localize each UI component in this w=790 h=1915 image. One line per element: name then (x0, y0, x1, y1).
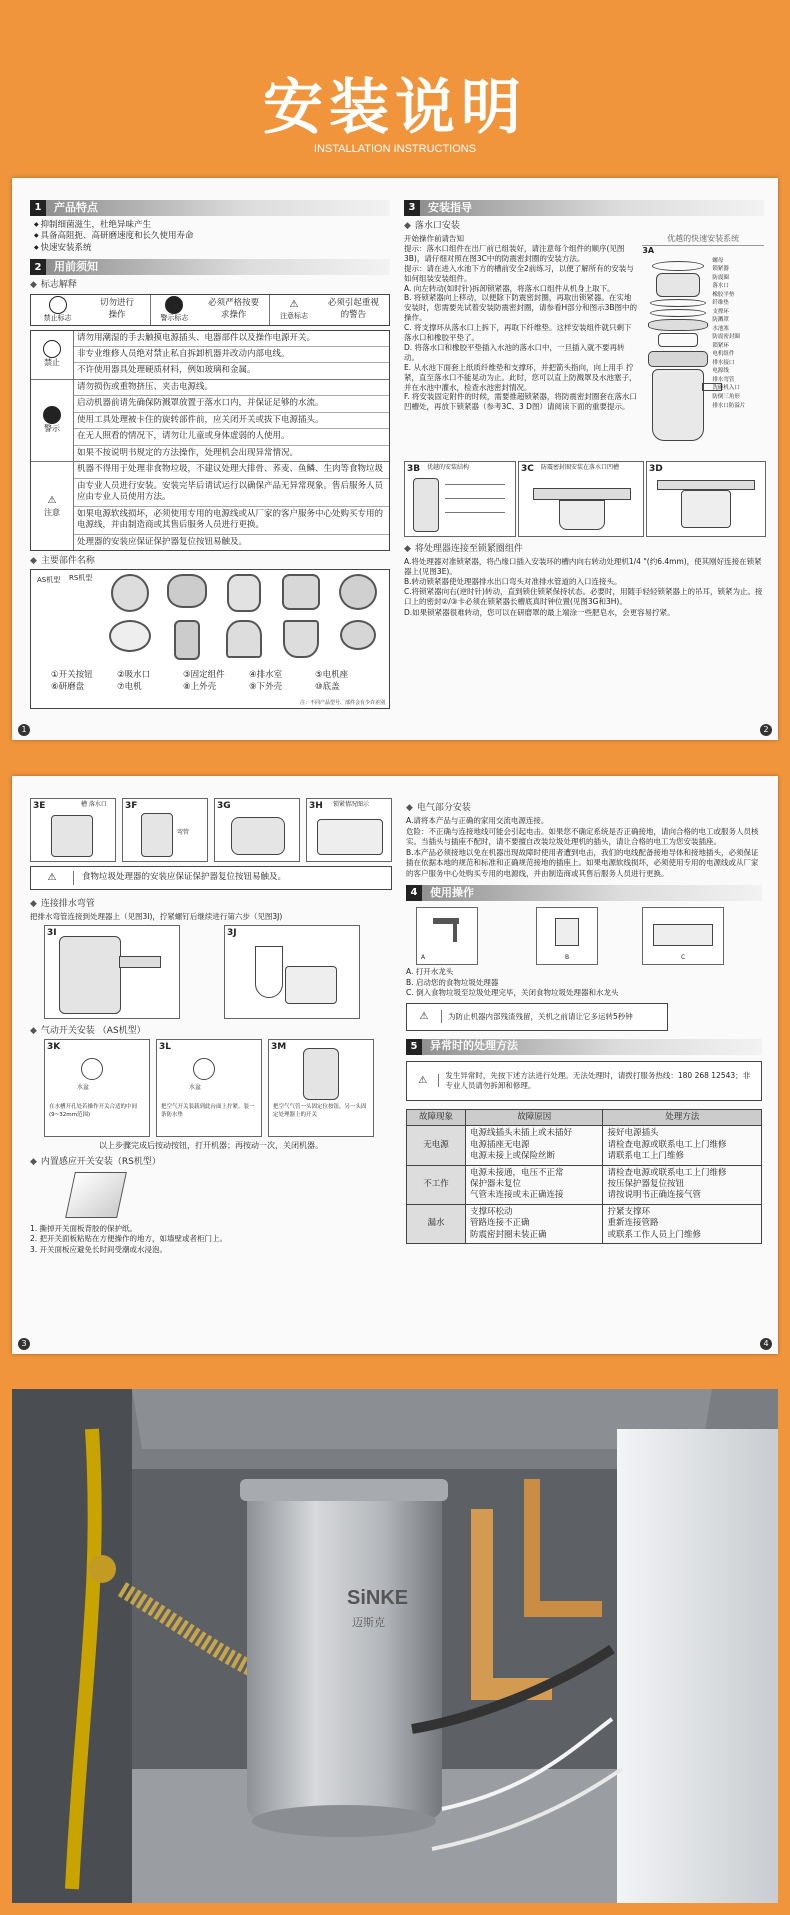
caution-icon: ⚠ (419, 1010, 429, 1022)
figure-3f: 3F 弯管 (122, 798, 208, 862)
parts-grid (101, 574, 386, 664)
installation-photo (12, 1389, 778, 1903)
exploded-view: 螺母 锁紧器 防震圈 落水口 橡胶平垫 纤维垫 支撑环 防溅罩 水池塞 防震密封圈 锁紧环 电机组件 排水接口 电源线 排水弯管 洗碗机入口 防倒三角形 排水口防溢片 (642, 257, 764, 457)
drain-figures (30, 925, 392, 1021)
figure-3m: 3M 把空气气管一头固定位按钮，另一头固定处理器上的开关 (268, 1039, 374, 1137)
symbol-legend (30, 294, 390, 326)
list-item: ◆ 快速安装系统 (34, 243, 390, 254)
disposer-body (247, 1489, 442, 1819)
operation-figures (406, 905, 762, 967)
feature-list (30, 220, 390, 254)
symbol-warning: 警示标志 必须严格按要求操作 (151, 295, 271, 325)
warning-icon (43, 406, 61, 424)
part-drawing (111, 574, 149, 612)
brand-logo: SiNKE (347, 1587, 409, 1609)
section-precautions-header: 2 用前须知 (30, 259, 390, 275)
electrical-text: A.请将本产品与正确的家用交流电源连接。 危险：不正确与连接地线可能会引起电击。如果您不确定系统是否正确接地，请向合格的电工或服务人员核实。当插头与插座不配时，请不要擅自改装垃圾处理机的插头，请让合格的电工为您安装插座。 B.本产品必须接地以免在机器出现故障时使用者遭到电击，我们的电线配备接地导体和接地插头，必须保证插在依据本地的规范和标准和正确规范接地的插座上。如果电源软线损坏，必须使用专用的电源线或从厂家的客户服务中心处购买专用的电源线，并由制造商或其售后服务人员进行更换。 (406, 816, 759, 878)
drain-install-title: ◆ 落水口安装 (404, 221, 460, 231)
table-header-row: 故障现象 故障原因 处理方法 (407, 1109, 762, 1125)
manual-spread-2 (12, 776, 778, 1354)
table-row: 漏水 支撑环松动 管路连接不正确 防震密封圈未装正确 拧紧支撑环 重新连接管路 或联系工作人员上门维修 (407, 1204, 762, 1243)
caution-icon: ⚠ (289, 299, 299, 311)
figure-3h: 3H 锁紧情况图示 (306, 798, 392, 862)
figure-3c: 3C 防震密封圈安装在落水口凹槽 (518, 461, 644, 537)
operation-steps: A. 打开水龙头 B. 启动您的食物垃圾处理器 C. 倒入食物垃圾至垃圾处理完毕，关闭食物垃圾处理器和水龙头 (406, 967, 619, 998)
connect-steps: A.将处理器对准锁紧器，将凸缘口插入安装环的槽内向右转动处理机1/4 "(约6.4mm)，使其刚好连接在锁紧器上(见图3E)。 B.转动锁紧器使处理器排水出口弯头对准排水管道的入口连接头。 C.将锁紧器向右(逆时针)转动，直到锁住锁紧保持状态。必要时，用随手轻轻锁紧器上的吊耳，锁紧为止。接口上的密封②/③卡必须在锁紧器长槽底真时钟位置(见图3G和3H)。 D.如果锁紧器很难转动，您可以在研磨罩的最上端涂一些肥皂水，会更容易拧紧。 (404, 556, 763, 617)
figure-3d: 3D (646, 461, 766, 537)
notice-protector: ⚠ 食物垃圾处理器的安装应保证保护器复位按钮易触及。 (30, 866, 392, 890)
list-item: ◆ 具备高阻扼、高研磨速度和长久使用寿命 (34, 231, 390, 242)
part-drawing (283, 620, 319, 658)
figure-3i: 3I (44, 925, 180, 1019)
part-drawing (282, 574, 320, 610)
part-drawing (109, 620, 151, 652)
air-switch-title: ◆ 气动开关安装 （AS机型） (30, 1026, 146, 1037)
left-column-1 (30, 200, 390, 709)
section-install-header: 3 安装指导 (404, 200, 764, 216)
caution-icon: ⚠ (47, 872, 57, 884)
parts-labels: ①开关按钮 ②吸水口 ③固定组件 ④排水室 ⑤电机座 ⑥研磨盘 ⑦电机 ⑧上外壳 ⑨下外壳 ⑩底盖 (51, 670, 349, 692)
water-purifier (617, 1429, 778, 1903)
install-text: 开始操作前请告知 提示：落水口组件在出厂前已组装好，请注意每个组件的顺序(见图3B)，请仔细对照在图3C中的防震密封圈的安装方法。 提示：请在进入水池下方的槽前安全2前练习，以便了解所有的安装与如何组装安装组件。 A. 向左转动(如时针)拆卸锁紧器，将落水口组件从机身上取下。 B. 将锁紧器向上移动，以便除下防震密封圈，再取出锁紧器。在实地安装时，您需要先试着安装防震密封圈，请参看H部分和图示3B图中的操作。 C. 将支撑环从落水口上拆下，再取下纤维垫。这样安装组件就只剩下落水口和橡胶平垫了。 D. 将落水口和橡胶平垫插入水池的落水口中，一旦插入就不要再转动。 E. 从水池下面套上纸质纤维垫和支撑环，并把箭头指向，向上用手 拧紧，直至落水口不能晃动为止。此时，您可以直上防溅罩及水池塞子，并在水池中灌水，检查水池密封情况。 F. 将安装固定附件的时候，需要推超锁紧器，将防震密封圈套在落水口凹槽处，再放下锁紧器（参考3C、3 D图）请阅读下面的重要提示。 (404, 234, 638, 412)
right-column-1 (404, 200, 764, 618)
notice-run: ⚠ 为防止机器内部残渣残留，关机之前请让它多运转5秒钟 (406, 1003, 668, 1031)
brand-logo-cn: 迈斯克 (352, 1616, 385, 1629)
figure-3e: 3E 槽 落水口 (30, 798, 116, 862)
prohibit-icon (49, 296, 67, 314)
figure-3l: 3L 水盆 把空气开关装载到此台面上拧紧。装一条防水垫 (156, 1039, 262, 1137)
symbols-title: ◆ 标志解释 (30, 280, 77, 291)
page-subtitle: INSTALLATION INSTRUCTIONS (313, 143, 477, 155)
caution-icon: ⚠ (47, 495, 57, 507)
part-drawing (226, 620, 262, 658)
quick-install-figure: 优越的快速安装系统 3A 螺母 锁紧器 防震圈 落水口 橡胶平垫 纤维垫 支撑环 防溅罩 水池塞 防震密封圈 锁紧环 电机组件 排水接口 电源线 排水弯管 洗碗机入口 防倒三角形 排水口防溢片 (642, 234, 764, 457)
figure-3k: 3K 水盆 在水槽开孔处若操作开关合适的中间(9~32mm范围) (44, 1039, 150, 1137)
section-operation-header: 4 使用操作 (406, 885, 762, 901)
rs-switch-figure (30, 1170, 392, 1224)
parts-title: ◆ 主要部件名称 (30, 556, 95, 567)
warning-icon (165, 296, 183, 314)
manual-spread-1 (12, 178, 778, 740)
prohibit-icon (43, 340, 61, 358)
page-title: 安装说明 (263, 73, 527, 143)
figure-3g: 3G (214, 798, 300, 862)
drain-title: ◆ 连接排水弯管 (30, 899, 95, 909)
electrical-title: ◆ 电气部分安装 (406, 803, 471, 813)
symbol-prohibit: 禁止标志 切勿进行操作 (31, 295, 151, 325)
page-number: 2 (760, 724, 772, 736)
banner-header (0, 0, 790, 170)
left-column-2: 3E 槽 落水口 3F 弯管 3G 3H 锁紧情况图示 ⚠ 食物垃圾处理器的安装应保证保护器复位按钮易触及。 ◆ 连接排水弯管 把排水弯管连接到处理器上（见图3I)，拧紧螺钉后继续进行第六步（见图3J) 3I 3J ◆ 气动开关安装 （AS机型） 3K 水盆 在水槽开孔处若操作开关合适的中间(9~32mm范围) 3L 水盆 把空气开关装载到此台面上拧紧。装一条防水垫 3M 把空气气管一头固定位按钮，另一头固定处理器上的开关 以上步骤完成后按动按钮，打开机器；再按动一次，关闭机器。 ◆ 内置感应开关安装（RS机型） 1. 撕掉开关面板背胶的保护纸。 2. 把开关面板粘贴在方便操作的地方，如墙壁或者柜门上。 3. 开关面板应避免长时间受潮或水浸泡。 (30, 798, 392, 1255)
section-features-header: 1 产品特点 (30, 200, 390, 216)
precaution-row-caution: ⚠ 注意 机器不得用于处理非食物垃圾，不建议处理大排骨、荞麦、鱼鳞、生肉等食物垃圾 由专业人员进行安装。安装完毕后请试运行以确保产品无异常现象。售后服务人员应由专业人员使用方法。 如果电源软线损坏，必须使用专用的电源线或从厂家的客户服务中心处购买专用的电源线，并由制造商或其售后服务人员进行更换。 处理器的安装应保证保护器复位按钮易触及。 (31, 462, 389, 550)
figure-sink: C (642, 907, 724, 965)
lock-figures (30, 798, 392, 864)
symbol-caution: ⚠ 注意标志 必须引起重视的警告 (280, 298, 379, 320)
precaution-row-warning: 警示 请勿损伤或重物挤压、夹击电源线。 启动机器前请先确保防溅罩放置于落水口内，并保证足够的水流。 使用工具处理被卡住的旋转部件前，应关闭开关或拔下电源插头。 在无人照看的情况下，请勿让儿童或身体虚弱的人使用。 如果不按说明书规定的方法操作，处理机会出现异常情况。 (31, 380, 389, 462)
parts-diagram: AS机型 RS机型 ①开关按钮 ②吸水口 ③固定组件 ④排水室 ⑤电机座 ⑥研磨盘 ⑦电机 ⑧上外壳 ⑨下外壳 ⑩底盖 注：不同产品型号、部件会有少许差别 (30, 569, 390, 709)
section-troubleshoot-header: 5 异常时的处理方法 (406, 1039, 762, 1055)
figure-3j: 3J (224, 925, 360, 1019)
figure-faucet: A (416, 907, 478, 965)
precaution-row-prohibit: 禁止 请勿用潮湿的手去触摸电源插头、电器部件以及操作电源开关。 非专业维修人员绝对禁止私自拆卸机器并改动内部电线。 不许使用器具处理硬质材料，例如玻璃和金属。 (31, 331, 389, 380)
figure-3b: 3B 优越的安装结构 (404, 461, 516, 537)
connect-title: ◆ 将处理器连接至锁紧圈组件 (404, 543, 523, 554)
rs-steps: 1. 撕掉开关面板背胶的保护纸。 2. 把开关面板粘贴在方便操作的地方，如墙壁或者柜门上。 3. 开关面板应避免长时间受潮或水浸泡。 (30, 1224, 228, 1254)
caution-icon: ⚠ (418, 1074, 428, 1086)
notice-hotline: ⚠ 发生异常时，先按下述方法进行处理。无法处理时，请拨打服务热线：180 268 12543；非专业人员请勿拆卸和修理。 (406, 1061, 762, 1101)
air-switch-figures (30, 1039, 392, 1139)
precaution-table (30, 330, 390, 552)
right-column-2 (406, 798, 762, 1244)
part-drawing (227, 574, 261, 612)
table-row: 无电源 电源线插头未插上或未插好 电源插座无电源 电源未接上或保险丝断 接好电源插头 请检查电源或联系电工上门维修 请联系电工上门维修 (407, 1126, 762, 1165)
switch-panel-drawing (65, 1172, 127, 1218)
page-number: 3 (18, 1338, 30, 1350)
part-drawing (339, 574, 377, 610)
troubleshoot-table (406, 1109, 762, 1245)
rs-switch-title: ◆ 内置感应开关安装（RS机型） (30, 1157, 161, 1168)
install-figures-row (404, 461, 764, 539)
under-sink-scene (12, 1389, 778, 1903)
list-item: ◆ 抑制细菌滋生，杜绝异味产生 (34, 220, 390, 231)
part-drawing (340, 620, 376, 650)
table-row: 不工作 电源未接通，电压不正常 保护器未复位 气管未连接或未正确连接 请检查电源或联系电工上门维修 按压保护器复位按钮 请按说明书正确连接气管 (407, 1165, 762, 1204)
page-number: 1 (18, 724, 30, 736)
figure-switch: B (536, 907, 598, 965)
part-drawing (167, 574, 207, 608)
page-number: 4 (760, 1338, 772, 1350)
part-drawing (174, 620, 200, 660)
